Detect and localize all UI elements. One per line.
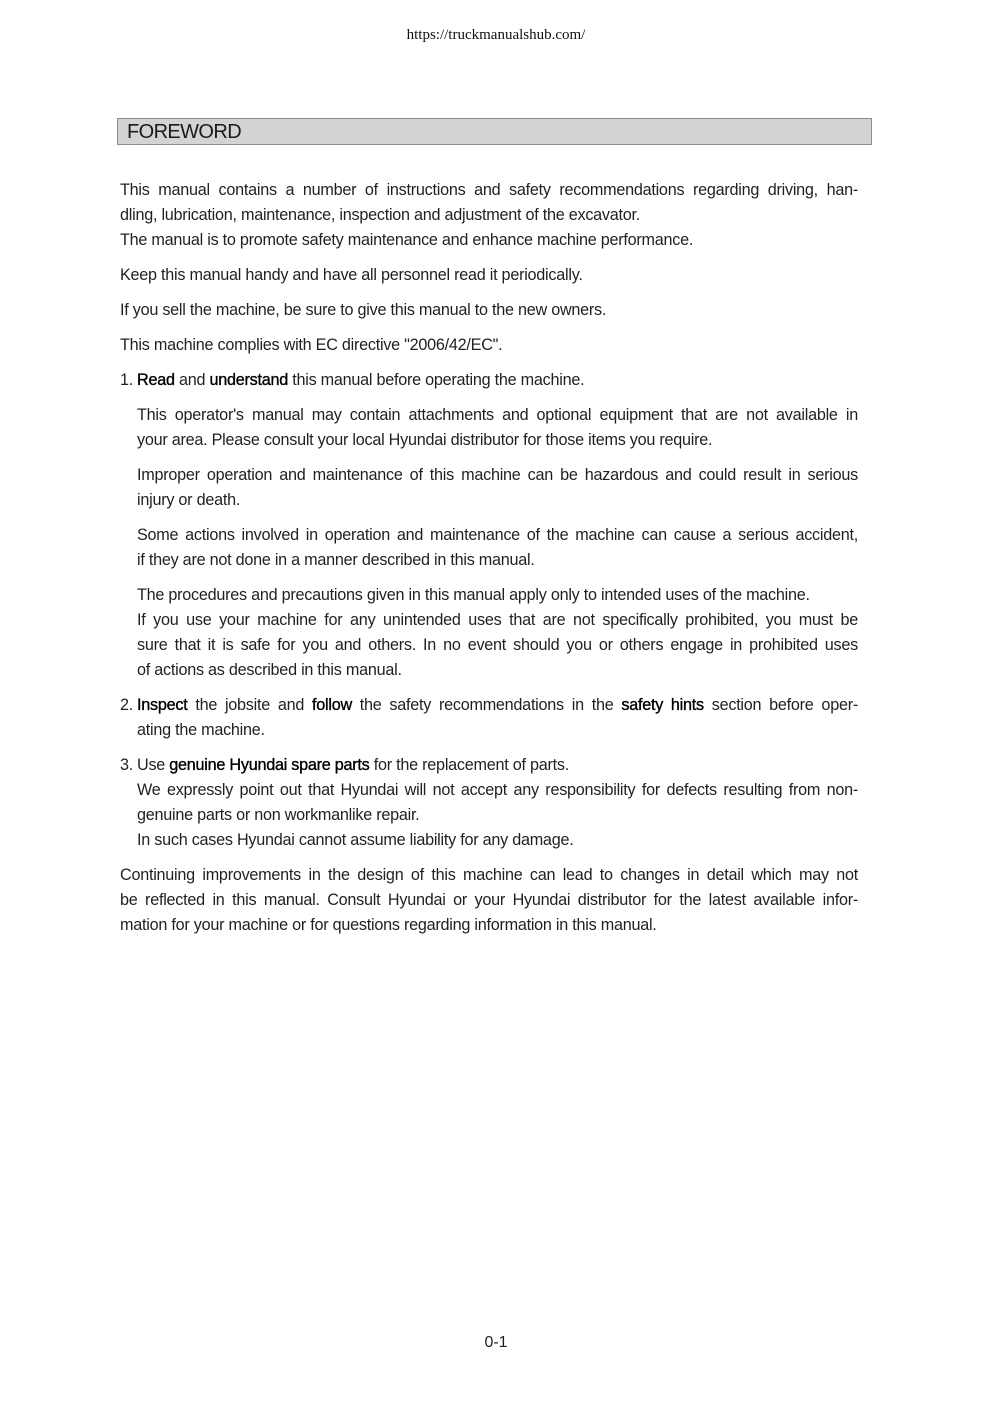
text-line: If you use your machine for any unintended uses that are not specifically prohibited, you must be xyxy=(137,611,858,629)
text-run: the safety recommendations in the xyxy=(351,696,622,714)
text-line xyxy=(137,693,858,718)
accident-paragraph xyxy=(137,523,858,573)
keep-manual-paragraph: Keep this manual handy and have all personnel read it periodically. xyxy=(120,266,583,284)
section-heading-bar xyxy=(117,118,872,145)
intro-paragraph xyxy=(120,178,858,253)
foreword-body xyxy=(120,178,858,948)
text-run: and xyxy=(174,371,210,389)
list-number: 2. xyxy=(120,696,134,714)
emphasis-safety-hints: safety hints xyxy=(621,696,704,714)
emphasis-read: Read xyxy=(137,371,175,389)
list-item-lead xyxy=(137,368,858,393)
emphasis-inspect: Inspect xyxy=(137,696,188,714)
list-number: 3. xyxy=(120,756,134,774)
ec-directive-paragraph: This machine complies with EC directive "2006/42/EC". xyxy=(120,336,503,354)
text-line: your area. Please consult your local Hyundai distributor for those items you require. xyxy=(137,431,713,449)
text-run: the jobsite and xyxy=(187,696,313,714)
emphasis-follow: follow xyxy=(312,696,352,714)
text-line: be reflected in this manual. Consult Hyundai or your Hyundai distributor for the latest available infor- xyxy=(120,891,858,909)
list-item-2 xyxy=(120,693,858,743)
list-item-text xyxy=(137,693,858,743)
hazard-paragraph xyxy=(137,463,858,513)
list-item-1 xyxy=(120,368,858,393)
text-line: We expressly point out that Hyundai will not accept any responsibility for defects resulting from non- xyxy=(137,781,858,799)
text-run: for the replacement of parts. xyxy=(369,756,569,774)
text-line: Improper operation and maintenance of this machine can be hazardous and could result in serious xyxy=(137,466,858,484)
text-line: injury or death. xyxy=(137,491,241,509)
source-url[interactable]: https://truckmanualshub.com/ xyxy=(406,27,586,43)
emphasis-genuine-parts: genuine Hyundai spare parts xyxy=(169,756,370,774)
intro-line: This manual contains a number of instructions and safety recommendations regarding driving, han- xyxy=(120,181,858,199)
list-item-3 xyxy=(120,753,858,853)
text-line: genuine parts or non workmanlike repair. xyxy=(137,806,420,824)
attachments-paragraph xyxy=(137,403,858,453)
text-line: Continuing improvements in the design of this machine can lead to changes in detail which may not xyxy=(120,866,858,884)
section-title: FOREWORD xyxy=(127,121,242,143)
intended-use-paragraph xyxy=(137,583,858,683)
text-line: if they are not done in a manner described in this manual. xyxy=(137,551,535,569)
text-line: of actions as described in this manual. xyxy=(137,661,402,679)
list-item-text xyxy=(137,753,858,853)
text-run: this manual before operating the machine. xyxy=(287,371,585,389)
intro-line: dling, lubrication, maintenance, inspection and adjustment of the excavator. xyxy=(120,206,641,224)
text-line xyxy=(137,753,858,778)
list-number: 1. xyxy=(120,371,134,389)
text-run: section before oper- xyxy=(703,696,858,714)
text-line: The procedures and precautions given in this manual apply only to intended uses of the machine. xyxy=(137,586,810,604)
intro-line: The manual is to promote safety maintenance and enhance machine performance. xyxy=(120,231,694,249)
closing-paragraph xyxy=(120,863,858,938)
text-run: Use xyxy=(137,756,170,774)
sell-machine-paragraph: If you sell the machine, be sure to give this manual to the new owners. xyxy=(120,301,607,319)
text-line: In such cases Hyundai cannot assume liability for any damage. xyxy=(137,831,574,849)
emphasis-understand: understand xyxy=(209,371,288,389)
text-line: Some actions involved in operation and maintenance of the machine can cause a serious accident, xyxy=(137,526,858,544)
page-number: 0-1 xyxy=(484,1334,508,1351)
text-line: ating the machine. xyxy=(137,721,265,739)
text-line: sure that it is safe for you and others. In no event should you or others engage in prohibited uses xyxy=(137,636,858,654)
text-line: mation for your machine or for questions regarding information in this manual. xyxy=(120,916,657,934)
text-line: This operator's manual may contain attachments and optional equipment that are not available in xyxy=(137,406,858,424)
